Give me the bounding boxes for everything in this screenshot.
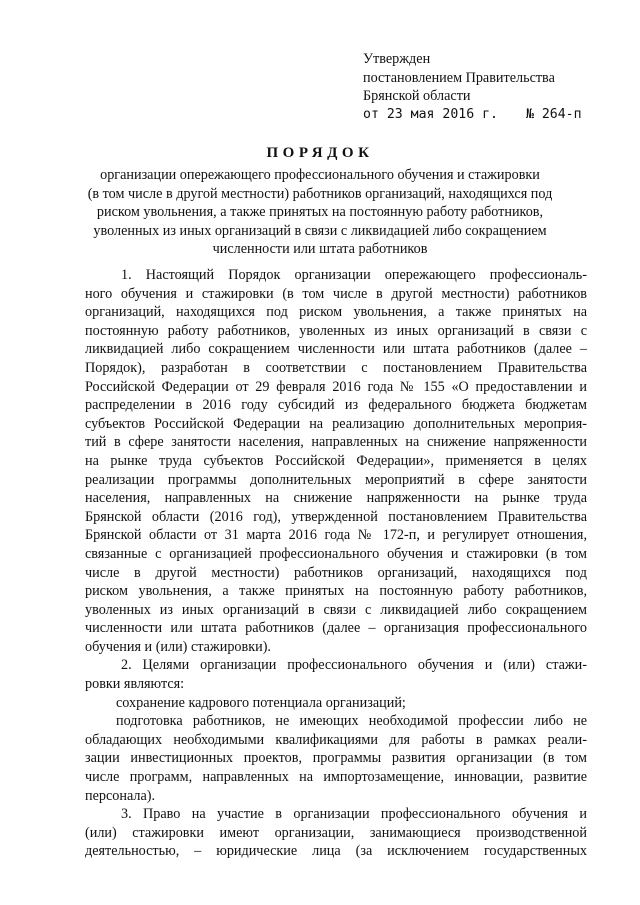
- approval-stamp: [363, 50, 582, 124]
- body-line: подготовка работников, не имеющих необходимой профессии либо не: [116, 713, 587, 730]
- body-line: ного обучения и стажировки (в том числе в другой местности) работников: [85, 285, 587, 302]
- body-line: населения, направленных на снижение напряженности на рынке труда: [85, 490, 587, 507]
- approval-date-line: [363, 106, 582, 125]
- approval-number: № 264-п: [525, 106, 582, 122]
- body-line: связанные с организацией профессионального обучения и стажировки (в том: [85, 545, 587, 562]
- body-line: сохранение кадрового потенциала организаций;: [116, 694, 406, 711]
- body-line: Брянской области (2016 год), утвержденной постановлением Правительства: [85, 508, 587, 525]
- body-line: числе программ, направленных на импортозамещение, инновации, развитие: [85, 769, 587, 786]
- body-line: субъектов Российской Федерации на реализацию дополнительных мероприя-: [85, 415, 587, 432]
- body-line: числе в другой местности) работников организаций, находящихся под: [85, 564, 587, 581]
- body-line: уволенных из иных организаций в связи с ликвидацией либо сокращением: [85, 601, 587, 618]
- document-subtitle: [80, 166, 560, 259]
- body-line: 2. Целями организации профессионального обучения и (или) стажи-: [121, 657, 587, 674]
- body-line: 3. Право на участие в организации профессионального обучения и: [121, 806, 587, 823]
- body-line: обучения и (или) стажировки).: [85, 638, 271, 655]
- body-line: риском увольнения, а также принятых на постоянную работу работников,: [85, 583, 587, 600]
- body-line: Российской Федерации от 29 февраля 2016 года № 155 «О предоставлении и: [85, 378, 587, 395]
- body-line: деятельностью, – юридические лица (за исключением государственных: [85, 843, 587, 860]
- approval-line: Утвержден: [363, 51, 431, 67]
- body-line: организаций, находящихся под риском увольнения, а также принятых на: [85, 304, 587, 321]
- approval-line: постановлением Правительства: [363, 69, 555, 86]
- body-line: персонала).: [85, 787, 156, 804]
- subtitle-line: организации опережающего профессионального обучения и стажировки: [100, 167, 540, 183]
- subtitle-line: (в том числе в другой местности) работников организаций, находящихся под: [87, 185, 553, 202]
- body-line: численности или штата работников (далее – организация профессионального: [85, 620, 587, 637]
- body-line: Порядок), разработан в соответствии с постановлением Правительства: [85, 359, 587, 376]
- approval-date: от 23 мая 2016 г.: [363, 106, 498, 122]
- body-line: распределении в 2016 году субсидий из федерального бюджета бюджетам: [85, 397, 587, 414]
- approval-line: Брянской области: [363, 88, 471, 104]
- subtitle-line: риском увольнения, а также принятых на постоянную работу работников,: [96, 204, 544, 221]
- body-line: зации инвестиционных проектов, программы развития организации (в том: [85, 750, 587, 767]
- body-line: ровки являются:: [85, 676, 185, 693]
- body-line: на рынке труда субъектов Российской Федерации», применяется в целях: [85, 452, 587, 469]
- body-line: обладающих необходимыми квалификациями для работы в рамках реали-: [85, 731, 587, 748]
- body-line: 1. Настоящий Порядок организации опережающего профессиональ-: [121, 267, 587, 283]
- body-line: ликвидацией либо сокращением численности или штата работников (далее –: [85, 341, 587, 358]
- body-line: реализации программы дополнительных мероприятий в сфере занятости: [85, 471, 587, 488]
- body-line: Брянской области от 31 марта 2016 года № 172-п, и регулирует отношения,: [85, 527, 587, 544]
- body-line: тий в сфере занятости населения, направленных на снижение напряженности: [85, 434, 587, 451]
- document-body: [85, 266, 587, 861]
- body-line: (или) стажировки имеют организации, занимающиеся производственной: [85, 824, 587, 841]
- document-title: ПОРЯДОК: [266, 145, 374, 161]
- subtitle-line: численности или штата работников: [212, 241, 428, 258]
- body-line: постоянную работу работников, уволенных из иных организаций в связи с: [85, 322, 587, 339]
- subtitle-line: уволенных из иных организаций в связи с ликвидацией либо сокращением: [93, 222, 547, 239]
